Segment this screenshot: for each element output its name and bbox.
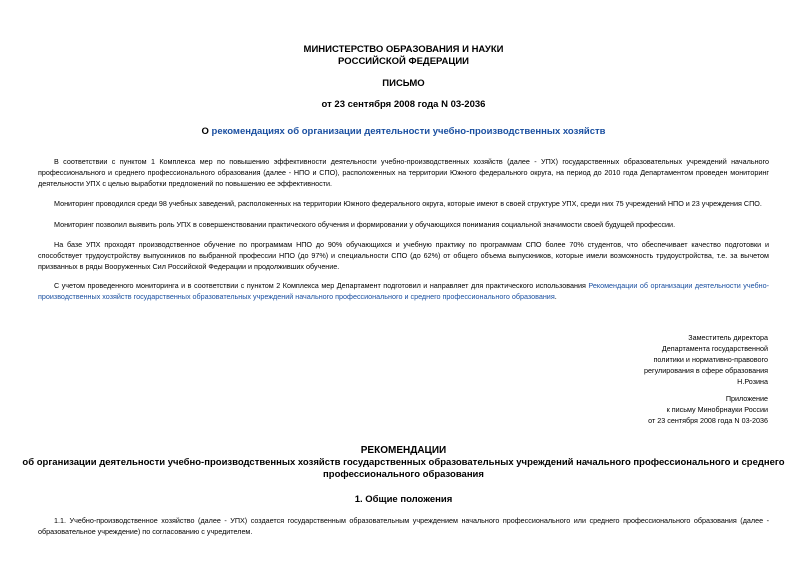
subject-link[interactable]: рекомендациях об организации деятельности учебно-производственных хозяйств (211, 126, 606, 137)
recommendations-subtitle-2: профессионального образования (323, 469, 484, 480)
signature-line-3: политики и нормативно-правового (653, 355, 768, 364)
paragraph-1: В соответствии с пунктом 1 Комплекса мер по повышению эффективности деятельности учебно-производственных хозяйств (далее - УПХ) государственных образовательных учреждений начального профессионального и среднего профессионального образования (далее - НПО и СПО), расположенных на территории Южного федерального округа, на период до 2010 года Департаментом проведен мониторинг деятельности УПХ с целью выработки предложений по повышению ее эффективности. (38, 157, 769, 188)
paragraph-5-end: . (554, 292, 557, 301)
signature-block (508, 332, 768, 387)
paragraph-2: Мониторинг проводился среди 98 учебных заведений, расположенных на территории Южного федерального округа, которые имеют в своей структуре УПХ, среди них 75 учреждений НПО и 23 учреждения СПО. (54, 199, 762, 208)
signature-line-1: Заместитель директора (688, 333, 768, 342)
recommendations-title: РЕКОМЕНДАЦИИ (360, 445, 447, 456)
signature-line-2: Департамента государственной (661, 344, 768, 353)
signature-line-4: регулирования в сфере образования (643, 366, 768, 375)
ministry-line-1: МИНИСТЕРСТВО ОБРАЗОВАНИЯ И НАУКИ (303, 44, 504, 55)
doc-date: от 23 сентября 2008 года N 03-2036 (321, 99, 486, 110)
ministry-line-2: РОССИЙСКОЙ ФЕДЕРАЦИИ (337, 56, 469, 67)
signature-name: Н.Розина (737, 377, 768, 386)
recommendations-link[interactable]: Рекомендации об организации деятельности учебно-производственных хозяйств государственных образовательных учреждений начального профессионального и среднего профессионального образования (38, 281, 770, 301)
appendix-line-1: Приложение (725, 394, 768, 403)
paragraph-1-1: 1.1. Учебно-производственное хозяйство (далее - УПХ) создается государственным образовательным учреждением начального профессионального или среднего профессионального образования (далее - образовательное учреждение) по согласованию с учредителем. (38, 516, 769, 536)
letter-subject (0, 126, 807, 138)
doc-type: ПИСЬМО (382, 78, 425, 89)
section-1-heading: 1. Общие положения (354, 494, 453, 505)
paragraph-5-text: С учетом проведенного мониторинга и в соответствии с пунктом 2 Комплекса мер Департамент подготовил и направляет для практического использования (54, 281, 589, 290)
appendix-line-2: к письму Минобрнауки России (666, 405, 768, 414)
paragraph-5 (38, 280, 769, 302)
appendix-block (508, 393, 768, 426)
subject-prefix: О (201, 126, 209, 137)
paragraph-3: Мониторинг позволил выявить роль УПХ в совершенствовании практического обучения и формировании у обучающихся понимания социальной значимости своей будущей профессии. (54, 220, 676, 229)
recommendations-subtitle-1: об организации деятельности учебно-производственных хозяйств государственных образовательных учреждений начального профессионального и среднего (22, 457, 785, 468)
paragraph-4: На базе УПХ проходят производственное обучение по программам НПО до 90% обучающихся и учебную практику по программам СПО более 70% студентов, что обеспечивает качество подготовки и способствует трудоустройству выпускников по выбранной профессии НПО (до 97%) и специальности СПО (до 62%) от общего объема выпускников, которые имели возможность трудоустройства, т.е. за вычетом призванных в ряды Вооруженных Сил Российской Федерации и продолживших обучение. (38, 240, 769, 271)
appendix-line-3: от 23 сентября 2008 года N 03-2036 (648, 416, 768, 425)
